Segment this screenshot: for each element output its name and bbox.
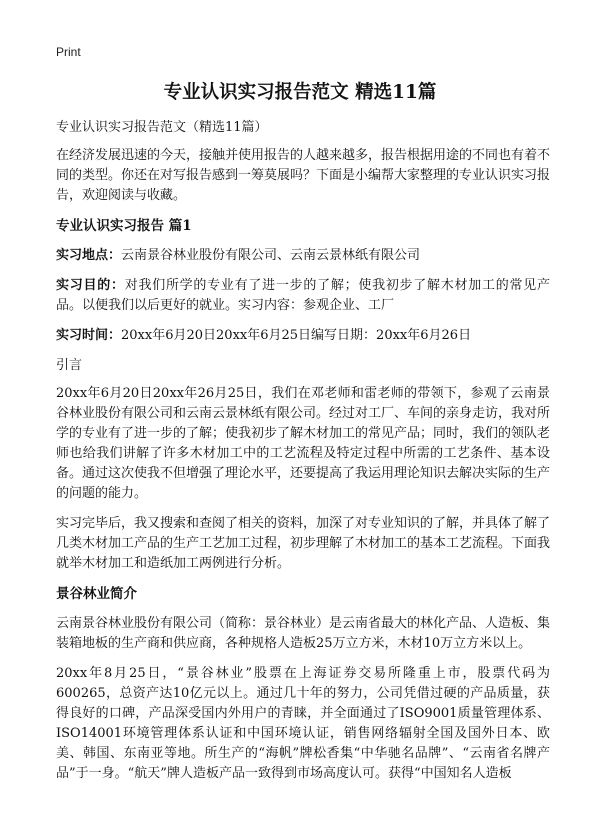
time-value: 20xx年6月20日20xx年6月25日编写日期：20xx年6月26日 (121, 328, 472, 343)
section-heading-1: 专业认识实习报告 篇1 (56, 218, 192, 234)
body-paragraph: 实习完毕后，我又搜索和查阅了相关的资料，加深了对专业知识的了解，并具体了解了几类木材加工产品的生产工艺加工过程，初步理解了木材加工的基本工艺流程。下面我就举木材加工和造纸加工两例进行分析。 (56, 516, 551, 571)
time-field (56, 326, 550, 346)
purpose-field (56, 276, 550, 316)
section-heading-2: 景谷林业简介 (56, 586, 137, 602)
document-body (56, 118, 550, 794)
document-title: 专业认识实习报告范文 精选11篇 (163, 82, 437, 103)
time-label: 实习时间： (56, 328, 122, 343)
location-value: 云南景谷林业股份有限公司、云南云景林纸有限公司 (121, 248, 421, 263)
body-paragraph: 20xx年6月20日20xx年26月25日，我们在邓老师和雷老师的带领下，参观了云南景谷林业股份有限公司和云南云景林纸有限公司。经过对工厂、车间的亲身走访，我对所学的专业有了进一步的了解；使我初步了解木材加工的常见产品；同时，我们的领队老师也给我们讲解了许多木材加工中的工艺流程及特定过程中所需的工艺条件、基本设备。通过这次使我不但增强了理论水平，还要提高了我运用理论知识去解决实际的生产的问题的能力。 (56, 386, 551, 501)
intro-paragraph: 在经济发展迅速的今天，接触并使用报告的人越来越多，报告根据用途的不同也有着不同的类型。你还在对写报告感到一筹莫展吗？下面是小编帮大家整理的专业认识实习报告，欢迎阅读与收藏。 (56, 148, 551, 203)
print-label[interactable]: Print (56, 45, 81, 59)
preface-heading: 引言 (56, 358, 83, 373)
body-paragraph: 云南景谷林业股份有限公司（简称：景谷林业）是云南省最大的林化产品、人造板、集装箱地板的生产商和供应商，各种规格人造板25万立方米，木材10万立方米以上。 (56, 616, 551, 651)
location-field (56, 246, 550, 266)
body-paragraph: 20xx年8月25日，“景谷林业”股票在上海证券交易所隆重上市，股票代码为600265，总资产达10亿元以上。通过几十年的努力，公司凭借过硬的产品质量，获得良好的口碑，产品深受国内外用户的青睐，并全面通过了ISO9001质量管理体系、ISO14001环境管理体系认证和中国环境认证，销售网络辐射全国及国外日本、欧美、韩国、东南亚等地。所生产的“海帆”牌松香集“中华驰名品牌”、“云南省名牌产品”于一身。“航天”牌人造板产品一致得到市场高度认可。获得“中国知名人造板 (56, 666, 550, 781)
purpose-value: 对我们所学的专业有了进一步的了解；使我初步了解木材加工的常见产品。以便我们以后更好的就业。实习内容：参观企业、工厂 (56, 278, 550, 313)
location-label: 实习地点： (56, 248, 122, 263)
purpose-label: 实习目的： (56, 278, 125, 293)
document-subtitle: 专业认识实习报告范文（精选11篇） (56, 120, 268, 135)
